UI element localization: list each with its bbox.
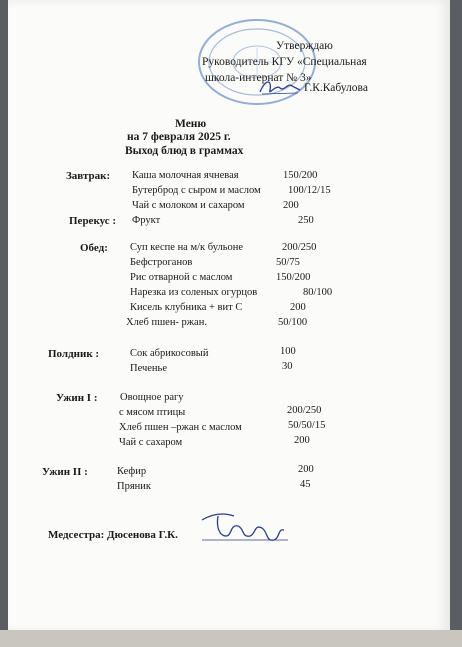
- snack-item: Фрукт: [132, 215, 161, 226]
- nurse-signature: [198, 506, 292, 550]
- afternoon-item: Печенье: [130, 363, 167, 374]
- afternoon-qty: 30: [282, 361, 293, 372]
- dinner1-item: Чай с сахаром: [119, 437, 183, 448]
- dinner1-qty: 50/50/15: [288, 420, 326, 431]
- menu-title: Меню: [175, 118, 207, 130]
- approval-line2: школа-интернат № 3»: [205, 72, 312, 84]
- afternoon-label: Полдник :: [48, 348, 100, 360]
- afternoon-item: Сок абрикосовый: [130, 348, 209, 359]
- breakfast-qty: 200: [283, 200, 299, 211]
- breakfast-item: Бутерброд с сыром и маслом: [132, 185, 261, 196]
- approval-line1: Руководитель КГУ «Специальная: [202, 56, 367, 68]
- breakfast-label: Завтрак:: [66, 170, 111, 182]
- lunch-item: Нарезка из соленых огурцов: [130, 287, 258, 298]
- lunch-qty: 80/100: [303, 287, 333, 298]
- lunch-item: Бефстроганов: [130, 257, 193, 268]
- lunch-item: Кисель клубника + вит С: [130, 302, 243, 313]
- dinner2-qty: 200: [298, 464, 314, 475]
- dinner1-qty: 200: [294, 435, 310, 446]
- nurse-label: Медсестра: Дюсенова Г.К.: [48, 529, 178, 541]
- table-surface: [0, 630, 462, 647]
- dinner2-item: Пряник: [117, 481, 152, 492]
- snack-qty: 250: [298, 215, 314, 226]
- menu-subtitle: Выход блюд в граммах: [125, 145, 244, 157]
- breakfast-qty: 100/12/15: [288, 185, 331, 196]
- afternoon-qty: 100: [280, 346, 296, 357]
- lunch-item: Рис отварной с маслом: [130, 272, 233, 283]
- dinner1-item: с мясом птицы: [119, 407, 186, 418]
- lunch-qty: 200/250: [282, 242, 317, 253]
- dinner1-label: Ужин I :: [56, 392, 98, 404]
- breakfast-item: Каша молочная ячневая: [132, 170, 239, 181]
- menu-date: на 7 февраля 2025 г.: [127, 131, 231, 143]
- lunch-qty: 150/200: [276, 272, 311, 283]
- lunch-item: Хлеб пшен- ржан.: [126, 317, 207, 328]
- dinner1-item: Хлеб пшен –ржан с маслом: [119, 422, 242, 433]
- lunch-label: Обед:: [80, 242, 108, 254]
- breakfast-qty: 150/200: [283, 170, 318, 181]
- approval-signatory: Г.К.Кабулова: [304, 82, 368, 94]
- lunch-item: Суп кеспе на м/к бульоне: [130, 242, 244, 253]
- lunch-qty: 200: [290, 302, 306, 313]
- dinner1-item: Овощное рагу: [120, 392, 184, 403]
- lunch-qty: 50/100: [278, 317, 308, 328]
- snack-label: Перекус :: [69, 215, 117, 227]
- dinner1-qty: 200/250: [287, 405, 322, 416]
- director-signature: [258, 76, 302, 98]
- approval-heading: Утверждаю: [276, 40, 333, 52]
- dinner2-qty: 45: [300, 479, 311, 490]
- breakfast-item: Чай с молоком и сахаром: [132, 200, 245, 211]
- dinner2-item: Кефир: [117, 466, 147, 477]
- dinner2-label: Ужин II :: [42, 466, 88, 478]
- lunch-qty: 50/75: [276, 257, 300, 268]
